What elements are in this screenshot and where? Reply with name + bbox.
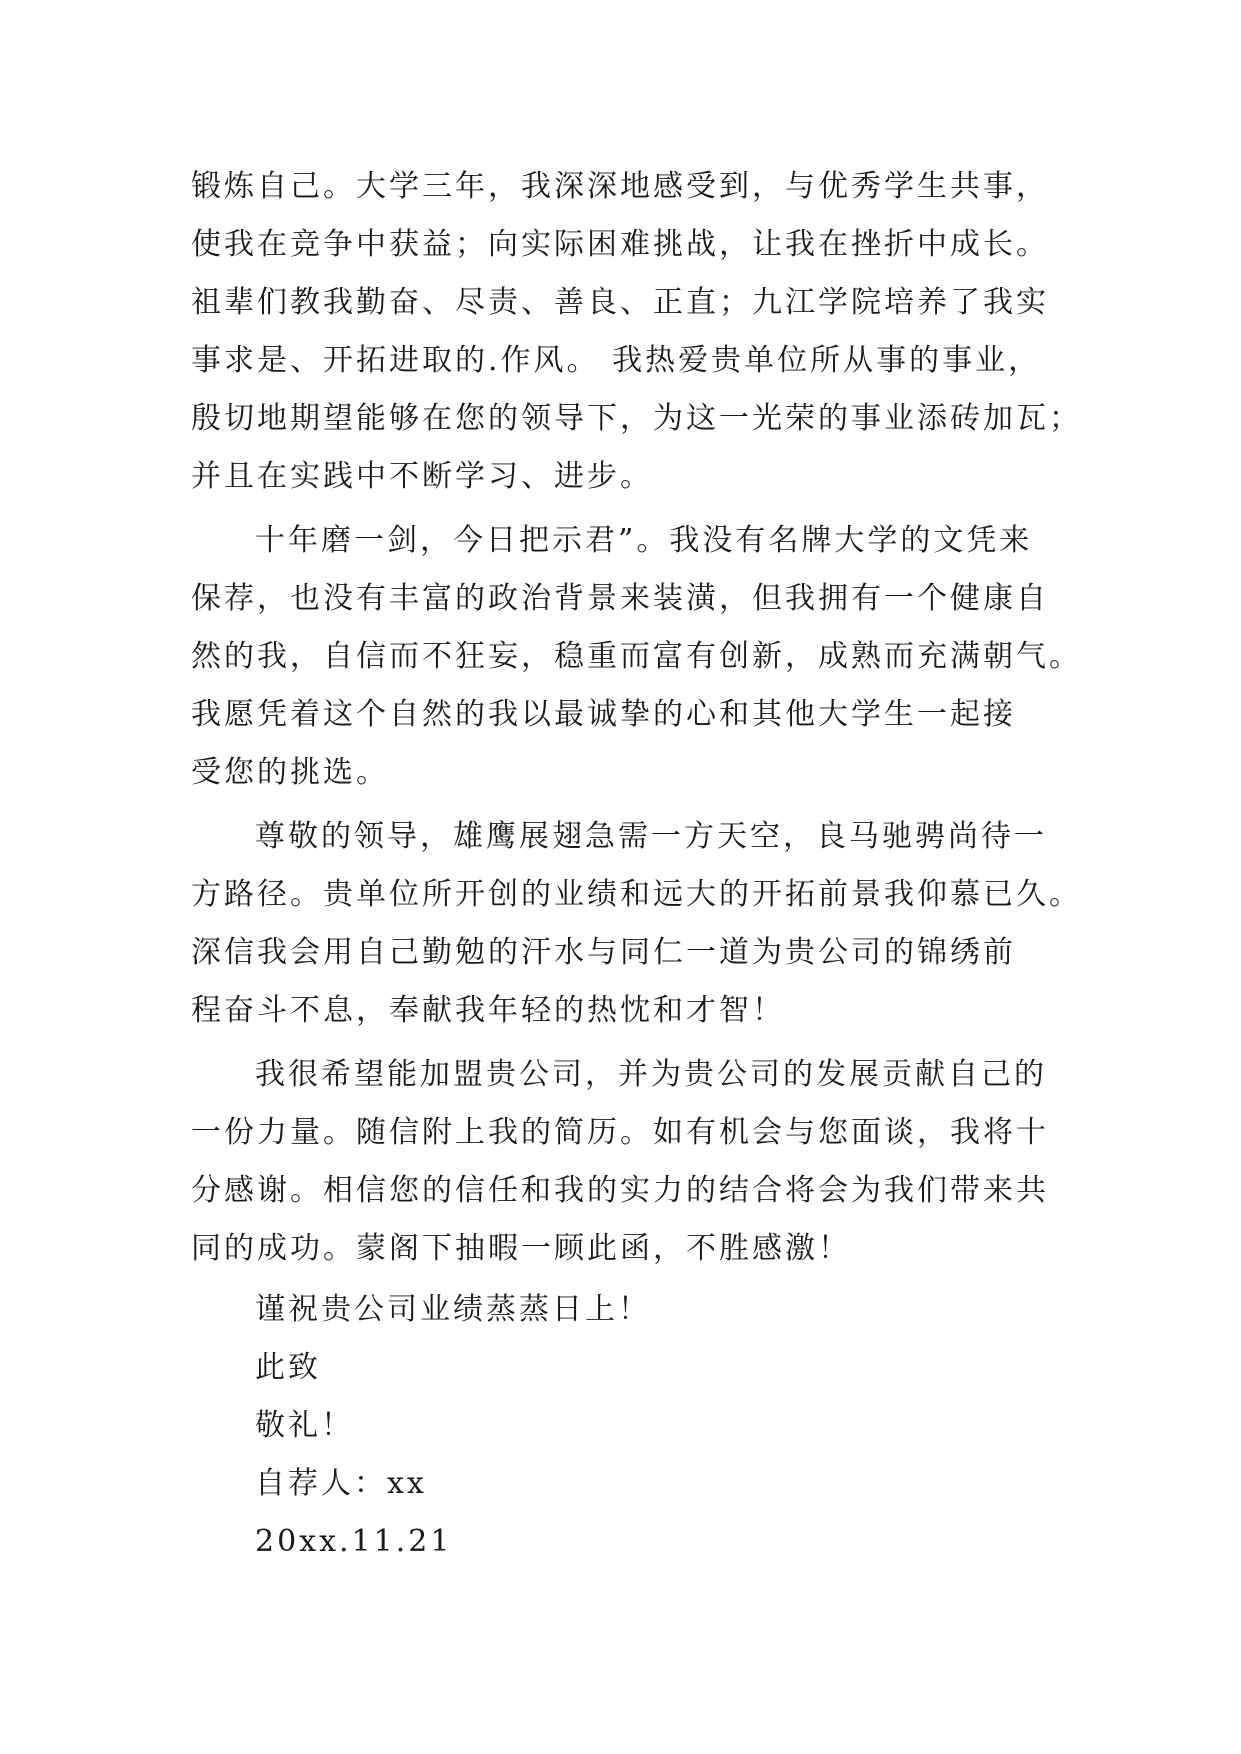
text-line: 深信我会用自己勤勉的汗水与同仁一道为贵公司的锦绣前 [191, 935, 1016, 970]
text-line: 然的我，自信而不狂妄，稳重而富有创新，成熟而充满朝气。 [191, 639, 1082, 674]
text-line: 我愿凭着这个自然的我以最诚挚的心和其他大学生一起接 [191, 697, 1016, 732]
date: 20xx.11.21 [255, 1524, 453, 1559]
text-line: 并且在实践中不断学习、进步。 [191, 459, 653, 494]
paragraph [191, 158, 1091, 506]
text-line: 分感谢。相信您的信任和我的实力的结合将会为我们带来共 [191, 1173, 1049, 1208]
text-line: 锻炼自己。大学三年，我深深地感受到，与优秀学生共事， [191, 169, 1049, 204]
text-line: 受您的挑选。 [191, 755, 389, 790]
closing-salutation: 此致 [255, 1350, 321, 1385]
text-line: 事求是、开拓进取的.作风。 我热爱贵单位所从事的事业， [191, 343, 1042, 378]
text-line: 尊敬的领导，雄鹰展翅急需一方天空，良马驰骋尚待一 [255, 819, 1047, 854]
text-line: 一份力量。随信附上我的简历。如有机会与您面谈，我将十 [191, 1115, 1049, 1150]
closing-respect: 敬礼！ [255, 1408, 354, 1443]
text-line: 祖辈们教我勤奋、尽责、善良、正直；九江学院培养了我实 [191, 285, 1049, 320]
closing-wish: 谨祝贵公司业绩蒸蒸日上！ [255, 1292, 651, 1327]
letter-closing [255, 1281, 651, 1571]
text-line: 殷切地期望能够在您的领导下，为这一光荣的事业添砖加瓦； [191, 401, 1082, 436]
signature: 自荐人：xx [255, 1466, 427, 1501]
paragraph [191, 512, 1091, 802]
text-line: 十年磨一剑，今日把示君”。我没有名牌大学的文凭来 [255, 523, 1033, 558]
paragraph [191, 1046, 1091, 1278]
text-line: 方路径。贵单位所开创的业绩和远大的开拓前景我仰慕已久。 [191, 877, 1082, 912]
text-line: 同的成功。蒙阁下抽暇一顾此函，不胜感激！ [191, 1231, 851, 1266]
text-line: 我很希望能加盟贵公司，并为贵公司的发展贡献自己的 [255, 1057, 1047, 1092]
paragraph [191, 808, 1091, 1040]
text-line: 使我在竞争中获益；向实际困难挑战，让我在挫折中成长。 [191, 227, 1049, 262]
text-line: 程奋斗不息，奉献我年轻的热忱和才智！ [191, 993, 785, 1028]
text-line: 保荐，也没有丰富的政治背景来装潢，但我拥有一个健康自 [191, 581, 1049, 616]
letter-body [191, 158, 1091, 1278]
